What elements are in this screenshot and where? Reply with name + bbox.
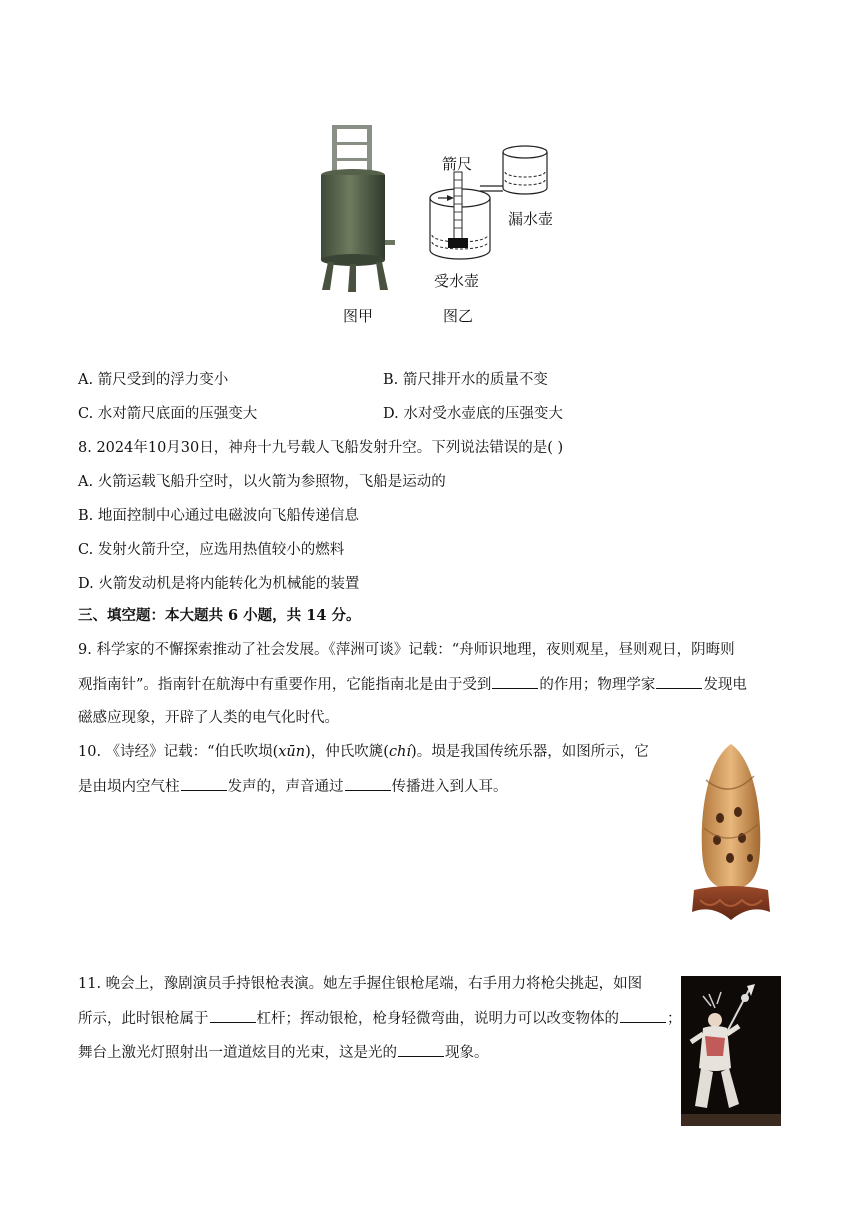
q11-line-3-part-a: 舞台上激光灯照射出一道道炫目的光束，这是光的 <box>78 1045 397 1061</box>
q11-line-3 <box>78 1042 489 1063</box>
q7-option-d: D. 水对受水壶底的压强变大 <box>383 406 563 422</box>
q7-option-c: C. 水对箭尺底面的压强变大 <box>78 406 258 422</box>
q8-stem: 8. 2024年10月30日，神舟十九号载人飞船发射升空。下列说法错误的是( ) <box>78 440 564 456</box>
q8-option-a: A. 火箭运载飞船升空时，以火箭为参照物，飞船是运动的 <box>78 474 446 490</box>
q11-line-1: 11. 晚会上，豫剧演员手持银枪表演。她左手握住银枪尾端，右手用力将枪尖挑起，如图 <box>78 976 643 992</box>
lou-shui-hu-label: 漏水壶 <box>508 210 554 228</box>
bronze-water-clock-photo <box>310 120 410 295</box>
q8-option-c: C. 发射火箭升空，应选用热值较小的燃料 <box>78 542 345 558</box>
q11-blank-2[interactable] <box>620 1008 666 1023</box>
q9-line-2-part-c: 发现电 <box>703 677 747 693</box>
jian-chi-label: 箭尺 <box>442 155 473 173</box>
q10-line-2 <box>78 776 508 797</box>
q10-blank-2[interactable] <box>345 776 391 791</box>
q11-line-3-part-b: 现象。 <box>445 1045 489 1061</box>
q11-blank-3[interactable] <box>398 1042 444 1057</box>
q9-line-2 <box>78 674 747 695</box>
xun-instrument-photo <box>690 740 772 926</box>
q9-line-2-part-a: 观指南针”。指南针在航海中有重要作用，它能指南北是由于受到 <box>78 677 492 693</box>
q9-blank-2[interactable] <box>656 674 702 689</box>
q10-line-1-part-b: )，仲氏吹篪( <box>305 744 389 760</box>
q7-option-b: B. 箭尺排开水的质量不变 <box>383 372 548 388</box>
q7-option-a: A. 箭尺受到的浮力变小 <box>78 372 229 388</box>
q10-line-2-part-a: 是由埙内空气柱 <box>78 779 180 795</box>
q10-line-2-part-c: 传播进入到人耳。 <box>391 779 508 795</box>
shou-shui-hu-label: 受水壶 <box>434 272 480 290</box>
q10-line-2-part-b: 发声的，声音通过 <box>227 779 344 795</box>
q9-blank-1[interactable] <box>492 674 538 689</box>
q10-line-1 <box>78 742 649 762</box>
q8-option-d: D. 火箭发动机是将内能转化为机械能的装置 <box>78 576 360 592</box>
q11-line-2-part-a: 所示，此时银枪属于 <box>78 1011 209 1027</box>
q9-line-1: 9. 科学家的不懈探索推动了社会发展。《萍洲可谈》记载：“舟师识地理，夜则观星，昼则观日，阴晦则 <box>78 642 735 658</box>
q11-line-2-part-b: 杠杆；挥动银枪，枪身轻微弯曲，说明力可以改变物体的 <box>256 1011 619 1027</box>
opera-performer-photo <box>681 976 781 1126</box>
q11-line-2 <box>78 1008 682 1029</box>
section-3-title: 三、填空题：本大题共 6 小题，共 14 分。 <box>78 607 361 624</box>
q10-pinyin-xun: xūn <box>278 744 306 760</box>
q10-line-1-part-c: )。埙是我国传统乐器，如图所示，它 <box>411 744 649 760</box>
figure-yi-label: 图乙 <box>443 307 474 325</box>
q9-line-3: 磁感应现象，开辟了人类的电气化时代。 <box>78 710 339 726</box>
q10-pinyin-chi: chí <box>388 744 412 760</box>
q11-blank-1[interactable] <box>210 1008 256 1023</box>
q8-option-b: B. 地面控制中心通过电磁波向飞船传递信息 <box>78 508 359 524</box>
q9-line-2-part-b: 的作用；物理学家 <box>539 677 656 693</box>
q11-line-2-part-c: ； <box>667 1011 682 1027</box>
figure-jia-label: 图甲 <box>343 307 374 325</box>
q10-blank-1[interactable] <box>181 776 227 791</box>
q10-line-1-part-a: 10. 《诗经》记载：“伯氏吹埙( <box>78 744 279 760</box>
